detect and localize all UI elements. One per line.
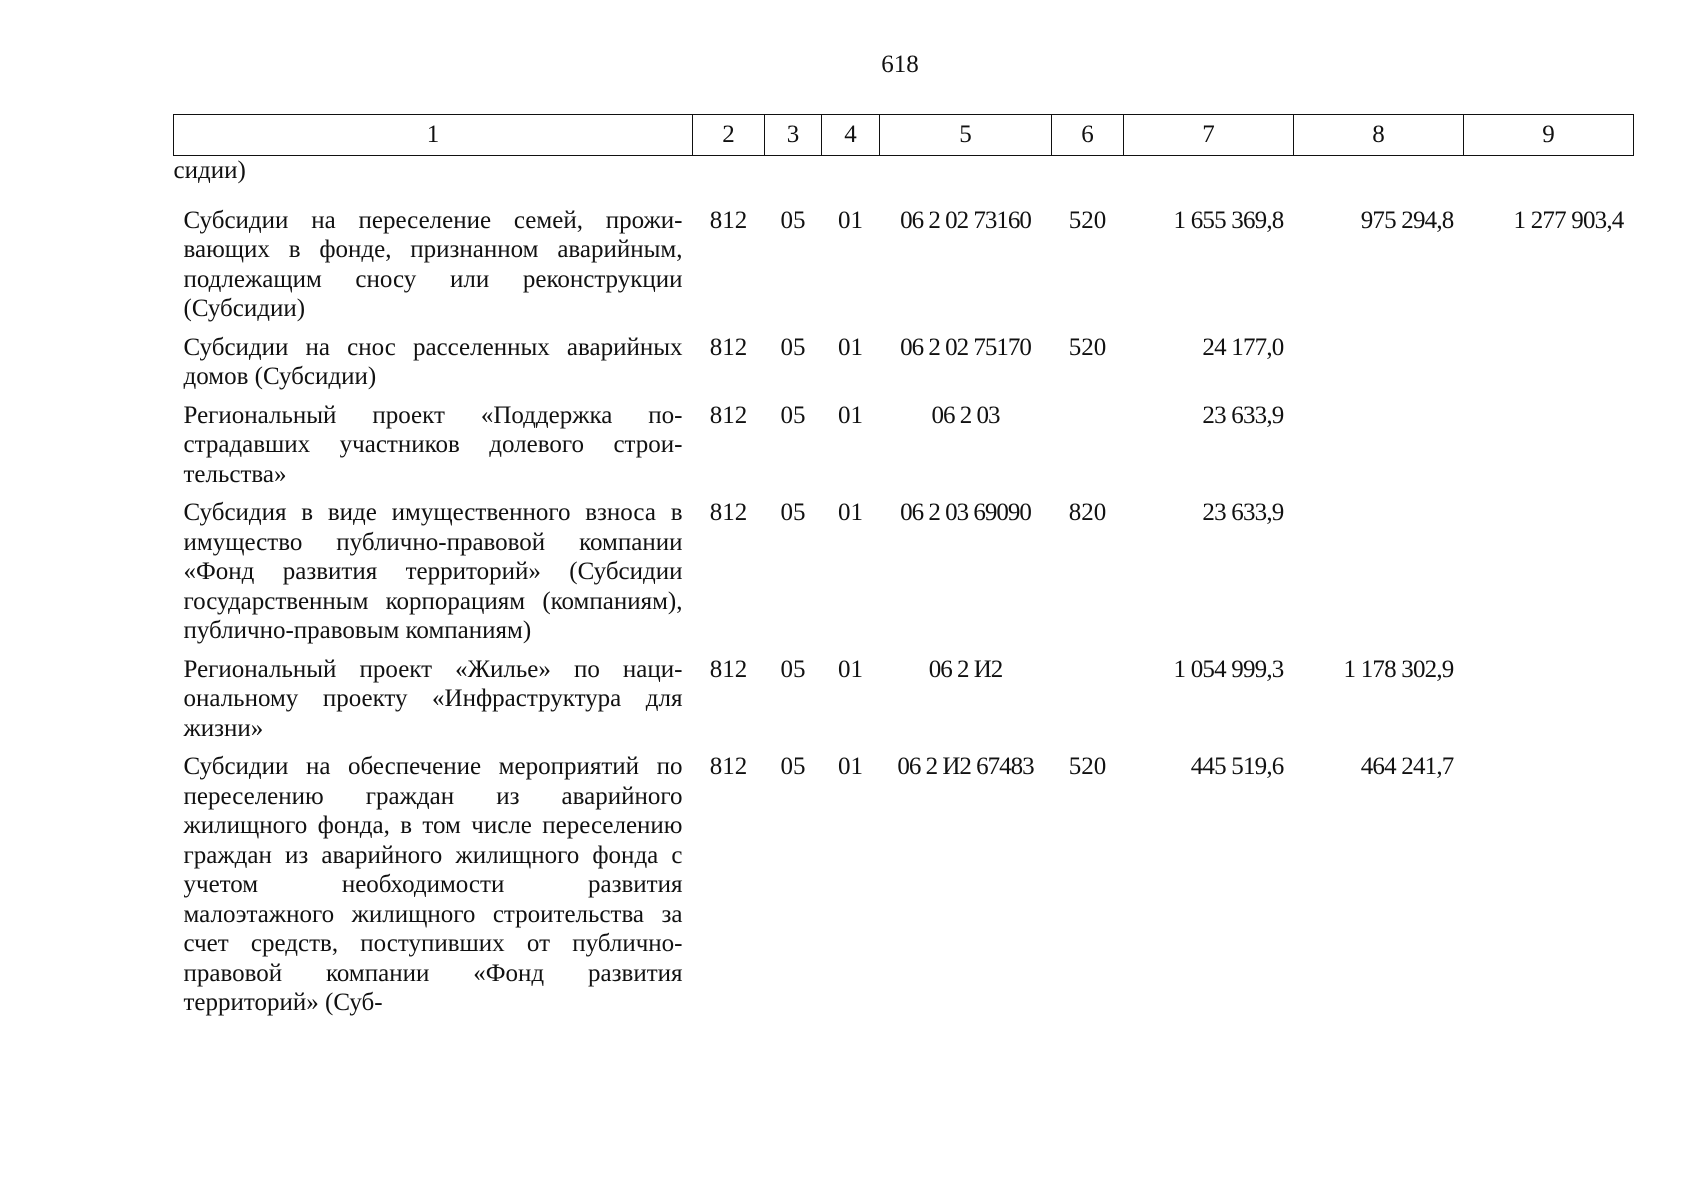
cell-subsection: 01 bbox=[838, 655, 863, 683]
table-row bbox=[174, 333, 1634, 401]
cell-amount-9 bbox=[1464, 333, 1634, 401]
cell-section: 05 bbox=[780, 499, 806, 526]
cell-target-code: 06 2 02 75170 bbox=[900, 333, 1031, 361]
cell-target-code: 06 2 03 bbox=[931, 401, 1000, 429]
cell-expense-type: 520 bbox=[1068, 333, 1107, 361]
cell-amount-8 bbox=[1294, 333, 1464, 401]
table-row bbox=[174, 401, 1634, 499]
cell-amount-8 bbox=[1294, 498, 1464, 655]
column-header: 4 bbox=[822, 115, 880, 156]
cell-subsection: 01 bbox=[838, 753, 863, 780]
cell-amount-7: 23 633,9 bbox=[1202, 499, 1284, 526]
cell-target-code: 06 2 И2 67483 bbox=[897, 753, 1034, 780]
cell-subsection: 01 bbox=[838, 206, 863, 234]
table-row bbox=[174, 752, 1634, 1027]
cell-target-code: 06 2 03 69090 bbox=[900, 499, 1031, 526]
cell-expense-type bbox=[1052, 401, 1124, 499]
cell-amount-9 bbox=[1464, 752, 1634, 1027]
cell-expense-type: 520 bbox=[1068, 206, 1107, 234]
column-header: 8 bbox=[1294, 115, 1464, 156]
cell-section: 05 bbox=[780, 206, 806, 234]
column-header: 7 bbox=[1124, 115, 1294, 156]
budget-table bbox=[173, 114, 1634, 1027]
cell-expense-type: 520 bbox=[1068, 753, 1107, 780]
cell-amount-9 bbox=[1464, 401, 1634, 499]
cell-amount-7: 445 519,6 bbox=[1190, 753, 1284, 780]
cell-amount-9: 1 277 903,4 bbox=[1513, 206, 1624, 234]
row-name: Субсидия в виде имущественного взноса в имущество публично-правовой компании «Фонд развития территорий» (Субсидии государственным корпорациям (компаниям), публично-правовым компаниям) bbox=[183, 499, 683, 644]
cell-amount-9 bbox=[1464, 655, 1634, 753]
table-row bbox=[174, 655, 1634, 753]
cell-subsection: 01 bbox=[838, 333, 863, 361]
row-name: Субсидии на переселение семей, проживающих в фонде, признанном аварийным, подлежащим сносу или реконструкции (Субсидии) bbox=[183, 206, 683, 322]
cell-expense-type: 820 bbox=[1068, 499, 1107, 526]
cell-ministry: 812 bbox=[709, 753, 748, 780]
cell-section: 05 bbox=[780, 333, 806, 361]
cell-amount-7: 1 655 369,8 bbox=[1173, 206, 1284, 234]
cell-target-code: 06 2 02 73160 bbox=[900, 206, 1031, 234]
cell-ministry: 812 bbox=[709, 499, 748, 526]
column-header: 1 bbox=[174, 115, 693, 156]
column-header: 6 bbox=[1052, 115, 1124, 156]
row-name: Региональный проект «Поддержка пострадавших участников долевого строительства» bbox=[183, 401, 683, 488]
cell-amount-8: 975 294,8 bbox=[1360, 206, 1454, 234]
cell-amount-9 bbox=[1464, 498, 1634, 655]
table-row bbox=[174, 206, 1634, 333]
cell-ministry: 812 bbox=[709, 655, 748, 683]
table-row-continuation bbox=[174, 156, 1634, 206]
cell-ministry: 812 bbox=[709, 401, 748, 429]
table-row bbox=[174, 498, 1634, 655]
row-name: Региональный проект «Жилье» по национальному проекту «Инфраструктура для жизни» bbox=[183, 655, 683, 742]
cell-amount-7: 24 177,0 bbox=[1202, 333, 1284, 361]
cell-amount-7: 23 633,9 bbox=[1202, 401, 1284, 429]
cell-amount-7: 1 054 999,3 bbox=[1173, 655, 1284, 683]
column-header: 5 bbox=[880, 115, 1052, 156]
cell-subsection: 01 bbox=[838, 499, 863, 526]
cell-section: 05 bbox=[780, 401, 806, 429]
cell-amount-8 bbox=[1294, 401, 1464, 499]
cell-subsection: 01 bbox=[838, 401, 863, 429]
cell-ministry: 812 bbox=[709, 333, 748, 361]
cell-section: 05 bbox=[780, 753, 806, 780]
table-header-row bbox=[174, 115, 1634, 156]
cell-target-code: 06 2 И2 bbox=[928, 655, 1003, 683]
page-number: 618 bbox=[881, 51, 919, 78]
column-header: 9 bbox=[1464, 115, 1634, 156]
column-header: 2 bbox=[693, 115, 765, 156]
cell-amount-8: 464 241,7 bbox=[1360, 753, 1454, 780]
row-name: сидии) bbox=[173, 157, 246, 184]
cell-amount-8: 1 178 302,9 bbox=[1343, 655, 1454, 683]
cell-section: 05 bbox=[780, 655, 806, 683]
row-name: Субсидии на снос расселенных аварийных домов (Субсидии) bbox=[183, 333, 683, 390]
cell-ministry: 812 bbox=[709, 206, 748, 234]
cell-expense-type bbox=[1052, 655, 1124, 753]
row-name: Субсидии на обеспечение мероприятий по переселению граждан из аварийного жилищного фонда, в том числе переселению граждан из аварийного жилищного фонда с учетом необходимости развития малоэтажного жилищного строительства за счет средств, поступивших от публично-правовой компании «Фонд развития территорий» (Суб- bbox=[183, 753, 683, 1016]
column-header: 3 bbox=[765, 115, 822, 156]
